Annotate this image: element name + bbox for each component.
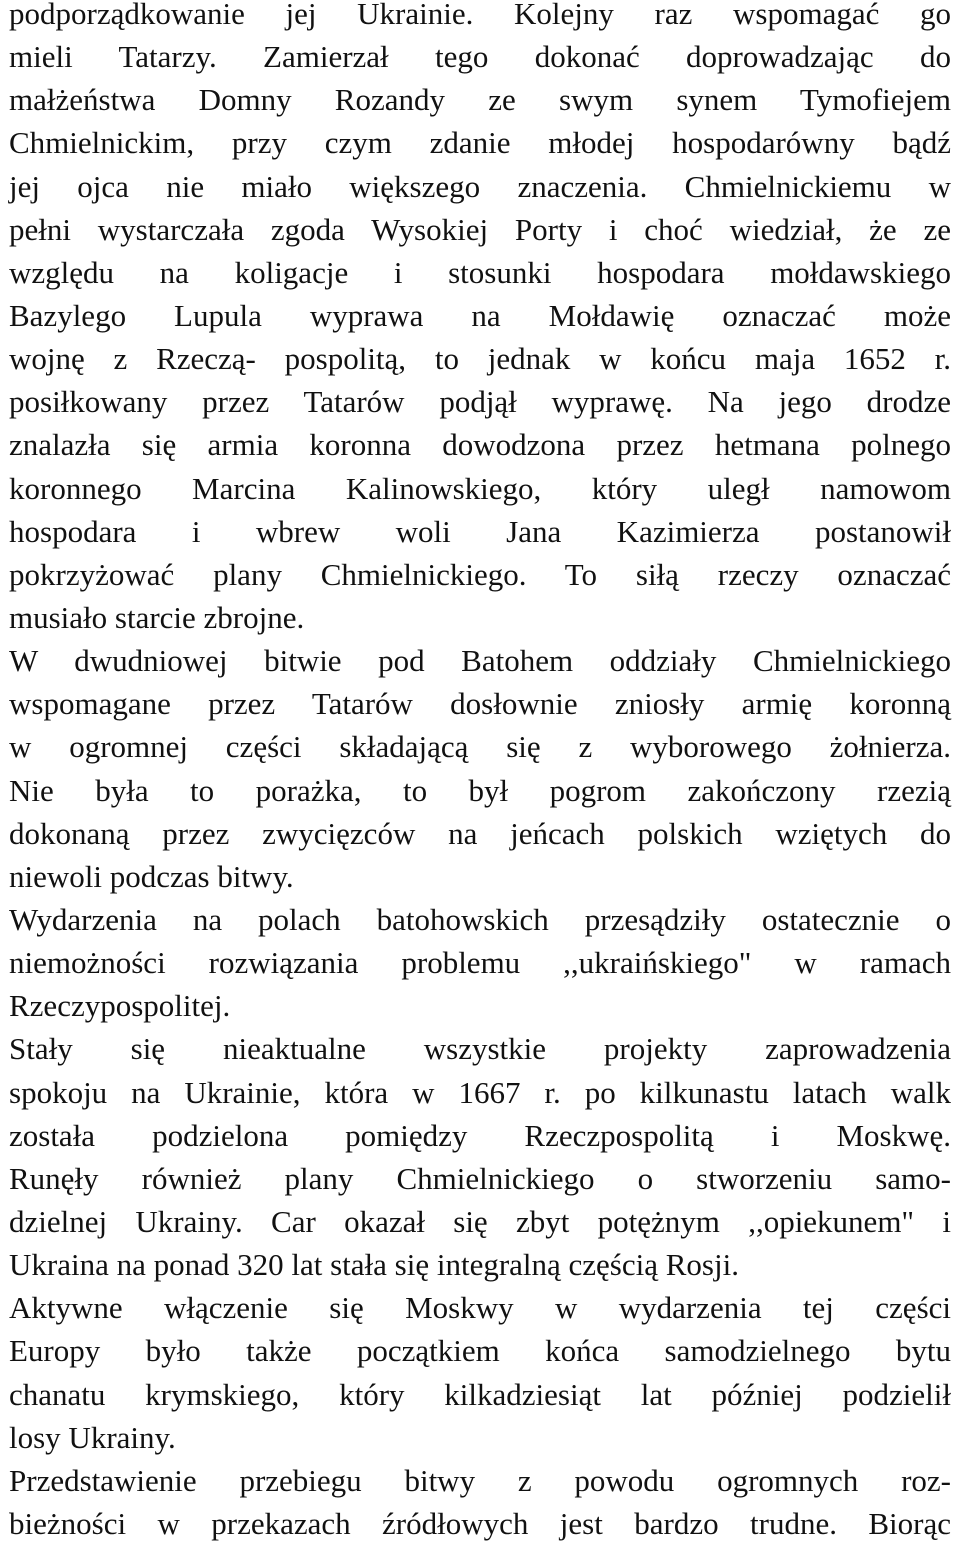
text-line: małżeństwa Domny Rozandy ze swym synem Tymofiejem [9, 82, 951, 118]
text-line: Europy było także początkiem końca samodzielnego bytu [9, 1333, 951, 1369]
text-line: spokoju na Ukrainie, która w 1667 r. po kilkunastu latach walk [9, 1074, 951, 1110]
text-line: koronnego Marcina Kalinowskiego, który uległ namowom [9, 470, 951, 506]
text-line: Aktywne włączenie się Moskwy w wydarzenia tej części [9, 1290, 951, 1326]
text-line: bieżności w przekazach źródłowych jest bardzo trudne. Biorąc [9, 1505, 951, 1541]
text-line: losy Ukrainy. [9, 1419, 176, 1455]
text-line: Wydarzenia na polach batohowskich przesądziły ostatecznie o [9, 901, 951, 937]
text-line: niewoli podczas bitwy. [9, 858, 294, 894]
text-line: Nie była to porażka, to był pogrom zakończony rzezią [9, 772, 951, 808]
text-line: mieli Tatarzy. Zamierzał tego dokonać doprowadzając do [9, 39, 951, 75]
text-line: w ogromnej części składającą się z wyborowego żołnierza. [9, 729, 951, 765]
text-line: została podzielona pomiędzy Rzeczpospolitą i Moskwę. [9, 1117, 951, 1153]
text-line: Chmielnickim, przy czym zdanie młodej hospodarówny bądź [9, 125, 951, 161]
text-line: wojnę z Rzeczą- pospolitą, to jednak w końcu maja 1652 r. [9, 341, 951, 377]
text-line: Stały się nieaktualne wszystkie projekty zaprowadzenia [9, 1031, 951, 1067]
text-line: Bazylego Lupula wyprawa na Mołdawię oznaczać może [9, 297, 951, 333]
text-line: Ukraina na ponad 320 lat stała się integralną częścią Rosji. [9, 1247, 739, 1283]
text-line: dzielnej Ukrainy. Car okazał się zbyt potężnym ,,opiekunem" i [9, 1203, 951, 1239]
text-line: znalazła się armia koronna dowodzona przez hetmana polnego [9, 427, 951, 463]
text-line: Przedstawienie przebiegu bitwy z powodu ogromnych roz- [9, 1462, 951, 1498]
text-line: W dwudniowej bitwie pod Batohem oddziały Chmielnickiego [9, 643, 951, 679]
text-line: względu na koligacje i stosunki hospodara mołdawskiego [9, 254, 951, 290]
text-line: wspomagane przez Tatarów dosłownie zniosły armię koronną [9, 686, 951, 722]
text-line: pokrzyżować plany Chmielnickiego. To siłą rzeczy oznaczać [9, 556, 951, 592]
text-line: podporządkowanie jej Ukrainie. Kolejny raz wspomagać go [9, 0, 951, 31]
text-line: Runęły również plany Chmielnickiego o stworzeniu samo- [9, 1160, 951, 1196]
text-line: Rzeczypospolitej. [9, 988, 231, 1024]
text-line: jej ojca nie miało większego znaczenia. Chmielnickiemu w [9, 168, 951, 204]
document-page [9, 0, 951, 1545]
text-line: posiłkowany przez Tatarów podjął wyprawę. Na jego drodze [9, 384, 951, 420]
text-line: musiało starcie zbrojne. [9, 599, 305, 635]
text-line: dokonaną przez zwycięzców na jeńcach polskich wziętych do [9, 815, 951, 851]
text-line: hospodara i wbrew woli Jana Kazimierza postanowił [9, 513, 951, 549]
text-line: niemożności rozwiązania problemu ,,ukraińskiego" w ramach [9, 945, 951, 981]
text-line: chanatu krymskiego, który kilkadziesiąt lat później podzielił [9, 1376, 951, 1412]
text-line: pełni wystarczała zgoda Wysokiej Porty i choć wiedział, że ze [9, 211, 951, 247]
